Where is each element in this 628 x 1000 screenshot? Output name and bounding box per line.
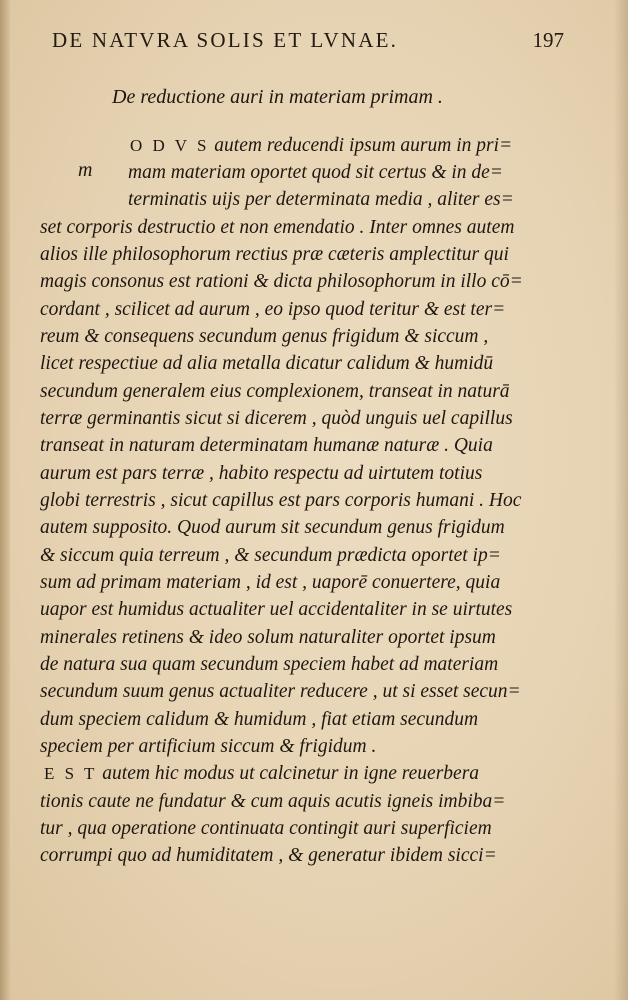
text-line: set corporis destructio et non emendatio . Inter omnes autem bbox=[40, 217, 515, 238]
text-line: reum & consequens secundum genus frigidum & siccum , bbox=[40, 326, 489, 347]
text-line: aurum est pars terræ , habito respectu ad uirtutem totius bbox=[40, 463, 483, 484]
running-head-title: DE NATVRA SOLIS ET LVNAE. bbox=[52, 28, 399, 52]
chapter-title: De reductione auri in materiam primam . bbox=[112, 86, 443, 108]
text-line: corrumpi quo ad humiditatem , & generatur ibidem sicci= bbox=[40, 845, 497, 866]
text-line: tur , qua operatione continuata contingit auri superficiem bbox=[40, 818, 492, 839]
text-line: cordant , scilicet ad aurum , eo ipso quod teritur & est ter= bbox=[40, 299, 506, 320]
text-line: transeat in naturam determinatam humanæ naturæ . Quia bbox=[40, 435, 493, 456]
text-line: autem supposito. Quod aurum sit secundum genus frigidum bbox=[40, 517, 505, 538]
text-line: alios ille philosophorum rectius præ cæteris amplectitur qui bbox=[40, 244, 509, 265]
page-edge-shadow bbox=[614, 0, 628, 1000]
running-head bbox=[52, 28, 592, 54]
text-line: globi terrestris , sicut capillus est pars corporis humani . Hoc bbox=[40, 490, 522, 511]
drop-initial: m bbox=[78, 159, 93, 181]
text-line: minerales retinens & ideo solum naturaliter oportet ipsum bbox=[40, 627, 496, 648]
text-line: speciem per artificium siccum & frigidum . bbox=[40, 736, 377, 757]
text-line: terræ germinantis sicut si dicerem , quòd unguis uel capillus bbox=[40, 408, 513, 429]
text-line: O D V S autem reducendi ipsum aurum in pri= bbox=[130, 135, 513, 156]
text-line: secundum suum genus actualiter reducere , ut si esset secun= bbox=[40, 681, 521, 702]
page-number: 197 bbox=[532, 28, 564, 52]
text-line: tionis caute ne fundatur & cum aquis acutis igneis imbiba= bbox=[40, 791, 506, 812]
text-line: & siccum quia terreum , & secundum prædicta oportet ip= bbox=[40, 545, 501, 566]
page-gutter bbox=[0, 0, 10, 1000]
text-line: mam materiam oportet quod sit certus & in de= bbox=[128, 162, 503, 183]
text-line: de natura sua quam secundum speciem habet ad materiam bbox=[40, 654, 499, 675]
text-line: E S T autem hic modus ut calcinetur in igne reuerbera bbox=[44, 763, 480, 784]
text-line: dum speciem calidum & humidum , fiat etiam secundum bbox=[40, 709, 479, 730]
text-line: uapor est humidus actualiter uel accidentaliter in se uirtutes bbox=[40, 599, 513, 620]
text-line: licet respectiue ad alia metalla dicatur calidum & humidū bbox=[40, 353, 494, 374]
text-line: terminatis uijs per determinata media , aliter es= bbox=[128, 189, 514, 210]
text-line: magis consonus est rationi & dicta philosophorum in illo cō= bbox=[40, 271, 523, 292]
text-line: sum ad primam materiam , id est , uaporē conuertere, quia bbox=[40, 572, 501, 593]
text-line: secundum generalem eius complexionem, transeat in naturā bbox=[40, 381, 510, 402]
